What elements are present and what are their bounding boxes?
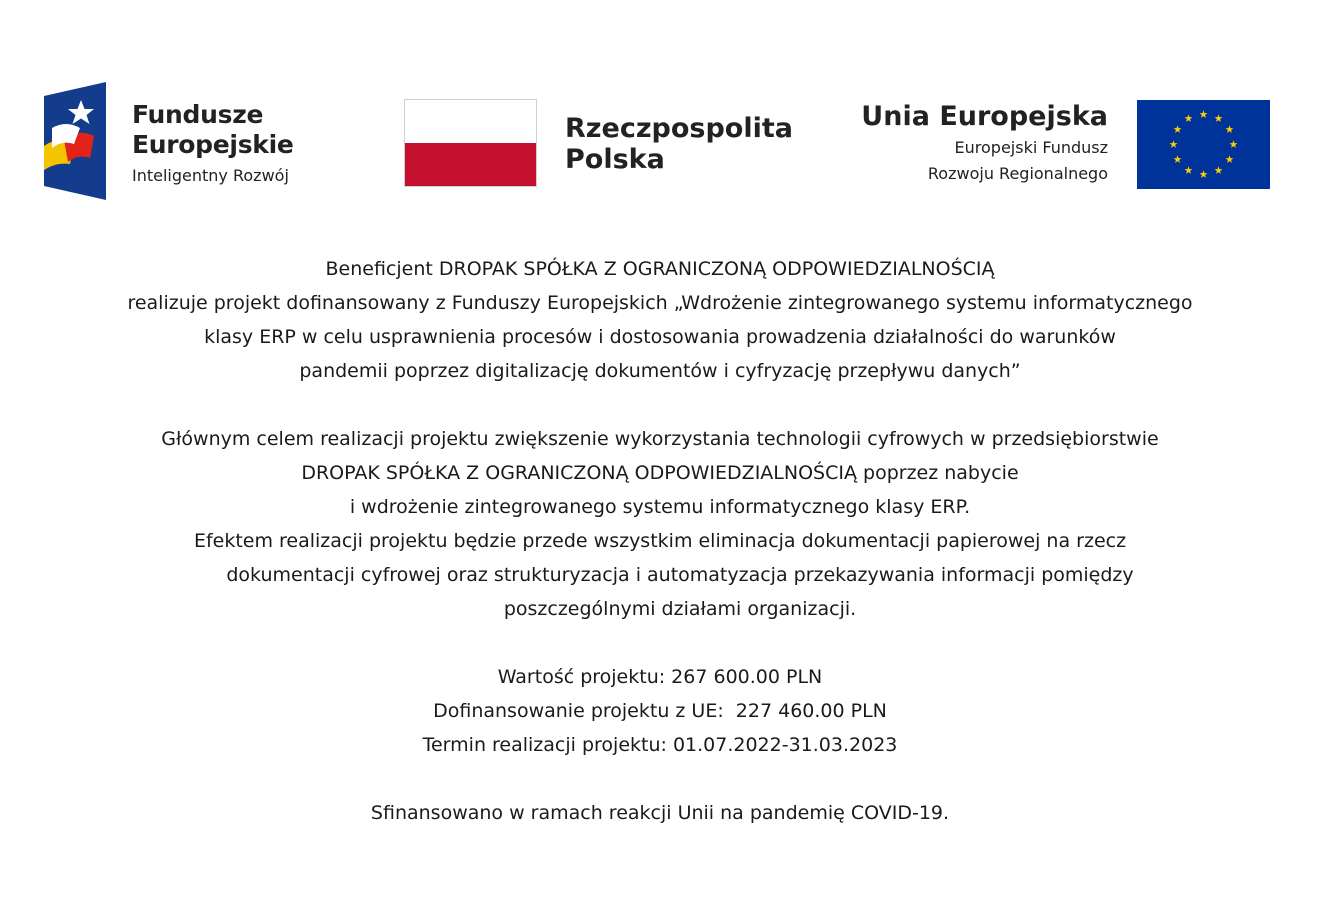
unia-text [861, 99, 1108, 187]
covid-funding-note: Sfinansowano w ramach reakcji Unii na pandemię COVID-19. [370, 802, 950, 824]
rzeczpospolita-text [565, 113, 793, 175]
fundusze-title-line1: Fundusze [132, 100, 264, 129]
fundusze-europejskie-emblem-icon [44, 82, 106, 200]
fundusze-title-line2: Europejskie [132, 130, 294, 159]
project-term: Termin realizacji projektu: 01.07.2022-31.03.2023 [422, 734, 898, 756]
beneficiary-paragraph [0, 252, 1320, 388]
logo-bar [0, 0, 1320, 230]
project-info [0, 660, 1320, 762]
paragraph2-line: dokumentacji cyfrowej oraz strukturyzacja i automatyzacja przekazywania informacji pomiędzy [226, 564, 1134, 586]
paragraph2-line: Efektem realizacji projektu będzie przede wszystkim eliminacja dokumentacji papierowej na rzecz [193, 530, 1127, 552]
project-funding: Dofinansowanie projektu z UE: 227 460.00 PLN [433, 700, 887, 722]
project-value: Wartość projektu: 267 600.00 PLN [497, 666, 823, 688]
rzeczpospolita-line2: Polska [565, 144, 665, 175]
eu-flag-icon [1137, 100, 1270, 189]
fundusze-title [132, 100, 294, 160]
rzeczpospolita-line1: Rzeczpospolita [565, 113, 793, 144]
paragraph1-line: pandemii poprzez digitalizację dokumentów i cyfryzację przepływu danych” [299, 360, 1021, 382]
paragraph1-line: realizuje projekt dofinansowany z Funduszy Europejskich „Wdrożenie zintegrowanego systemu informatycznego [127, 292, 1193, 314]
rzeczpospolita-polska-logo [404, 99, 804, 191]
paragraph2-line: Głównym celem realizacji projektu zwiększenie wykorzystania technologii cyfrowych w przedsiębiorstwie [161, 428, 1159, 450]
paragraph1-line: klasy ERP w celu usprawnienia procesów i dostosowania prowadzenia działalności do warunków [204, 326, 1116, 348]
paragraph2-line: i wdrożenie zintegrowanego systemu informatycznego klasy ERP. [349, 496, 971, 518]
unia-europejska-logo [860, 99, 1270, 191]
paragraph1-line: Beneficjent DROPAK SPÓŁKA Z OGRANICZONĄ ODPOWIEDZIALNOŚCIĄ [325, 258, 995, 280]
announcement-text [0, 252, 1320, 830]
polish-flag-icon [404, 99, 537, 187]
unia-title: Unia Europejska [861, 101, 1108, 132]
unia-sub-line1: Europejski Fundusz [954, 138, 1108, 157]
fundusze-subtitle: Inteligentny Rozwój [132, 166, 289, 185]
paragraph2-line: poszczególnymi działami organizacji. [503, 598, 857, 620]
fundusze-europejskie-logo [44, 82, 334, 202]
unia-sub-line2: Rozwoju Regionalnego [927, 164, 1108, 183]
project-goal-paragraph [0, 422, 1320, 626]
footer-note [0, 796, 1320, 830]
paragraph2-line: DROPAK SPÓŁKA Z OGRANICZONĄ ODPOWIEDZIALNOŚCIĄ poprzez nabycie [301, 462, 1019, 484]
